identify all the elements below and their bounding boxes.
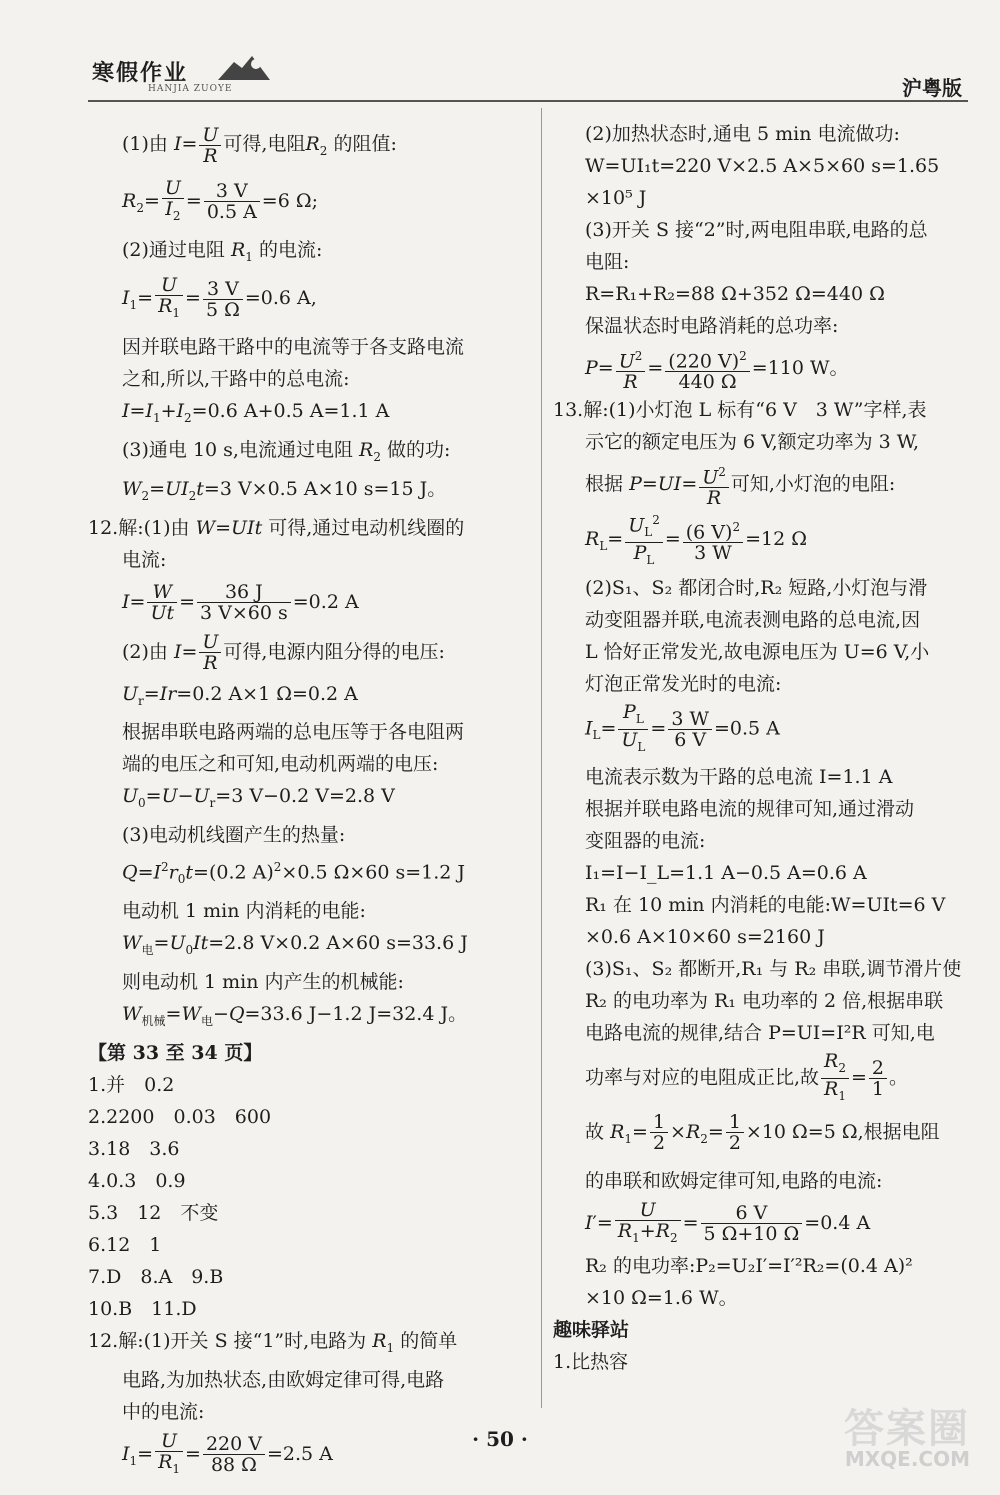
fun-section-title: 趣味驿站 xyxy=(553,1318,630,1341)
mountain-icon xyxy=(216,52,272,82)
edition-label: 沪粤版 xyxy=(902,76,962,100)
text-line: (1)由 I= $\frac{U}{R}$ 可得,电阻$R_2$ 的阻值: xyxy=(122,123,397,167)
text-line: 电流表示数为干路的总电流 I=1.1 A xyxy=(585,766,893,789)
text-line: (3)S₁、S₂ 都断开,R₁ 与 R₂ 串联,调节滑片使 xyxy=(585,958,962,981)
text-line: (3)通电 10 s,电流通过电阻 $R_2$ 做的功: xyxy=(122,438,451,464)
text-line: R₂ 的电功率为 R₁ 电功率的 2 倍,根据串联 xyxy=(585,990,944,1013)
text-line: 电动机 1 min 内消耗的电能: xyxy=(122,900,366,923)
text-line: 功率与对应的电阻成正比,故 $\frac{R_2}{R_1}$ = $\frac{2}{1}$ 。 xyxy=(585,1050,909,1103)
answer-line: 1.比热容 xyxy=(553,1350,629,1373)
page-number: · 50 · xyxy=(472,1427,528,1451)
formula-line: ×10 Ω=1.6 W。 xyxy=(585,1286,738,1309)
text-line: 电路,为加热状态,由欧姆定律可得,电路 xyxy=(122,1368,445,1391)
watermark-text: 答案圈 xyxy=(844,1406,970,1452)
logo-text: 寒假作业 xyxy=(92,60,189,86)
formula-line: $R_2=$ $\frac{U}{I_2}$ = $\frac{3 V}{0.5 A}$ =6 Ω; xyxy=(122,176,318,224)
watermark-logo xyxy=(798,1397,978,1477)
question-12-line: 12.解:(1)开关 S 接“1”时,电路为 $R_1$ 的简单 xyxy=(88,1329,458,1355)
text-line: R₂ 的电功率:P₂=U₂I′=I′²R₂=(0.4 A)² xyxy=(585,1254,913,1277)
formula-line: $W_{机械}=W_电-Q=33.6$ J−1.2 J=32.4 J。 xyxy=(122,1003,468,1028)
logo-subtitle: HANJIA ZUOYE xyxy=(148,84,233,94)
formula-line: $I_L=$ $\frac{P_L}{U_L}$ = $\frac{3 W}{6 V}$ =0.5 A xyxy=(585,701,780,754)
formula-line: P= $\frac{U^2}{R}$ = $\frac{(220 V)^2}{440 \Omega}$ =110 W。 xyxy=(553,344,973,392)
page-header xyxy=(0,0,1000,105)
formula-line: $W_电=U_0It=2.8$ V×0.2 A×60 s=33.6 J xyxy=(122,932,468,958)
text-line: 则电动机 1 min 内产生的机械能: xyxy=(122,971,404,994)
text-line: (3)电动机线圈产生的热量: xyxy=(122,824,346,847)
formula-line: ×0.6 A×10×60 s=2160 J xyxy=(585,926,825,949)
formula-line: R=R₁+R₂=88 Ω+352 Ω=440 Ω xyxy=(585,283,885,305)
watermark-url: MXQE.COM xyxy=(844,1447,970,1471)
question-13-line: 13.解:(1)小灯泡 L 标有“6 V 3 W”字样,表 xyxy=(553,399,927,422)
text-line: 根据 P=UI= $\frac{U^2}{R}$ 可知,小灯泡的电阻: xyxy=(553,460,973,508)
answer-line: 10.B 11.D xyxy=(88,1297,197,1320)
formula-line: I′= $\frac{U}{R_1+R_2}$ = $\frac{6 V}{5 \Omega+10 \Omega}$ =0.4 A xyxy=(585,1198,871,1246)
text-line: 因并联电路干路中的电流等于各支路电流 xyxy=(122,336,465,359)
text-line: 中的电流: xyxy=(122,1400,205,1423)
text-line: R₁ 在 10 min 内消耗的电能:W=UIt=6 V xyxy=(585,894,946,917)
text-line: 变阻器的电流: xyxy=(585,830,706,853)
series-logo xyxy=(88,48,278,98)
text-line: 电阻: xyxy=(585,251,630,273)
formula-line: $I_1=$ $\frac{U}{R_1}$ = $\frac{3 V}{5 \Omega}$ =0.6 A, xyxy=(122,274,317,321)
formula-line: $I=I_1+I_2=0.6$ A+0.5 A=1.1 A xyxy=(122,400,390,425)
formula-line: $W_2=UI_2t=3$ V×0.5 A×10 s=15 J。 xyxy=(122,477,447,503)
right-column xyxy=(553,118,973,1378)
text-line: 电流: xyxy=(122,548,167,571)
text-line: 根据并联电路电流的规律可知,通过滑动 xyxy=(585,798,915,821)
formula-line: $U_0=U-U_r=3$ V−0.2 V=2.8 V xyxy=(122,785,395,811)
text-line: (2)S₁、S₂ 都闭合时,R₂ 短路,小灯泡与滑 xyxy=(585,577,928,600)
text-line: 之和,所以,干路中的总电流: xyxy=(122,368,350,391)
answer-line: 7.D 8.A 9.B xyxy=(88,1265,224,1288)
formula-line: W=UI₁t=220 V×2.5 A×5×60 s=1.65 xyxy=(585,155,940,177)
formula-line: $I_1=$ $\frac{U}{R_1}$ = $\frac{220 V}{88 \Omega}$ =2.5 A xyxy=(122,1429,333,1477)
text-line: (2)由 I= $\frac{U}{R}$ 可得,电源内阻分得的电压: xyxy=(122,631,445,675)
question-12-line: 12.解:(1)由 W=UIt 可得,通过电动机线圈的 xyxy=(88,516,465,539)
text-line: 灯泡正常发光时的电流: xyxy=(585,673,782,696)
formula-line: I₁=I−I_L=1.1 A−0.5 A=0.6 A xyxy=(585,862,867,885)
answer-line: 6.12 1 xyxy=(88,1233,162,1256)
answer-line: 2.2200 0.03 600 xyxy=(88,1105,272,1128)
section-heading: 【第 33 至 34 页】 xyxy=(88,1041,263,1064)
formula-line: 故 $R_1=$ $\frac{1}{2}$ $\times R_2=$ $\frac{1}{2}$ ×10 Ω=5 Ω,根据电阻 xyxy=(585,1111,940,1155)
text-line: L 恰好正常发光,故电源电压为 U=6 V,小 xyxy=(585,641,930,664)
text-line: (2)通过电阻 $R_1$ 的电流: xyxy=(122,238,323,264)
left-column xyxy=(88,118,528,1486)
header-rule xyxy=(88,100,968,102)
text-line: (2)加热状态时,通电 5 min 电流做功: xyxy=(585,123,900,145)
text-line: 保温状态时电路消耗的总功率: xyxy=(585,315,839,337)
answer-line: 5.3 12 不变 xyxy=(88,1201,219,1224)
formula-line: $R_L=$ $\frac{U_L^2}{P_L}$ = $\frac{(6 V)^2}{3 W}$ =12 Ω xyxy=(553,510,973,570)
formula-line: $U_r=Ir=0.2$ A×1 Ω=0.2 A xyxy=(122,682,358,708)
text-line: 动变阻器并联,电流表测电路的总电流,因 xyxy=(585,609,921,632)
text-line: (3)开关 S 接“2”时,两电阻串联,电路的总 xyxy=(585,219,928,241)
formula-line: I= $\frac{W}{Ut}$ = $\frac{36 J}{3 V\times 60 s}$ =0.2 A xyxy=(122,581,359,625)
text-line: 示它的额定电压为 6 V,额定功率为 3 W, xyxy=(585,431,920,454)
answer-line: 1.并 0.2 xyxy=(88,1073,175,1096)
formula-line: ×10⁵ J xyxy=(585,187,647,209)
column-divider xyxy=(541,108,542,1408)
formula-line: $Q=I^2r_0t=(0.2$ A)$^2$×0.5 Ω×60 s=1.2 J xyxy=(122,860,466,887)
answer-line: 4.0.3 0.9 xyxy=(88,1169,186,1192)
text-line: 端的电压之和可知,电动机两端的电压: xyxy=(122,753,439,776)
text-line: 电路电流的规律,结合 P=UI=I²R 可知,电 xyxy=(585,1022,935,1045)
text-line: 根据串联电路两端的总电压等于各电阻两 xyxy=(122,721,465,744)
text-line: 的串联和欧姆定律可知,电路的电流: xyxy=(585,1169,883,1192)
answer-line: 3.18 3.6 xyxy=(88,1137,180,1160)
